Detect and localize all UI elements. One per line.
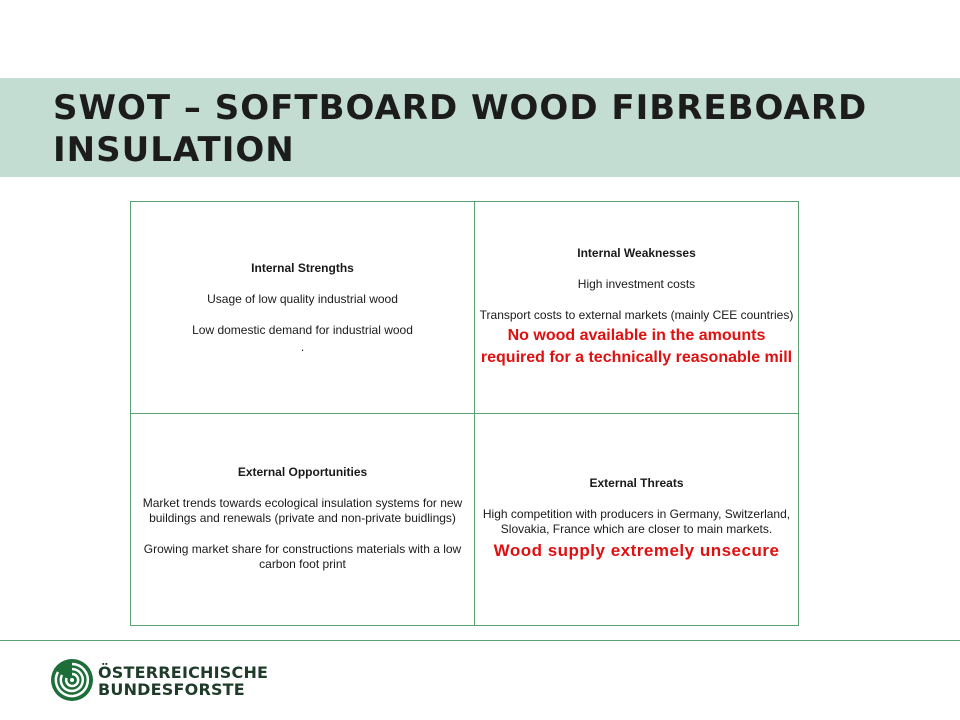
strengths-heading: Internal Strengths: [251, 260, 354, 275]
strengths-item: Usage of low quality industrial wood: [207, 291, 398, 306]
strengths-trailing: .: [300, 339, 305, 354]
threats-heading: External Threats: [589, 476, 684, 490]
swot-table: [130, 201, 799, 626]
weaknesses-item: Transport costs to external markets (mainly CEE countries): [479, 308, 794, 322]
threats-highlight: Wood supply extremely unsecure: [493, 541, 780, 560]
weaknesses-heading: Internal Weaknesses: [577, 246, 696, 260]
opportunities-item: Market trends towards ecological insulation systems for new buildings and renewals (private and non-private buidlings): [142, 496, 463, 525]
organization-logo-text: [98, 664, 268, 698]
opportunities-item: Growing market share for constructions materials with a low carbon foot print: [143, 542, 462, 571]
weaknesses-cell: [475, 202, 799, 414]
strengths-cell: [131, 202, 475, 414]
threats-item: High competition with producers in Germany, Switzerland, Slovakia, France which are closer to main markets.: [482, 507, 791, 536]
opportunities-heading: External Opportunities: [237, 465, 368, 479]
forest-rings-logo-icon: [50, 658, 94, 702]
weaknesses-highlight: No wood available in the amounts required for a technically reasonable mill: [480, 327, 793, 366]
slide-title: SWOT – SOFTBOARD WOOD FIBREBOARD INSULATION: [53, 88, 868, 170]
opportunities-cell: [131, 414, 475, 626]
weaknesses-item: High investment costs: [577, 277, 696, 291]
threats-cell: [475, 414, 799, 626]
strengths-item: Low domestic demand for industrial wood: [192, 322, 413, 337]
footer-divider: [0, 640, 960, 641]
logo-line-2: BUNDESFORSTE: [98, 680, 245, 699]
logo-line-1: ÖSTERREICHISCHE: [98, 663, 269, 682]
